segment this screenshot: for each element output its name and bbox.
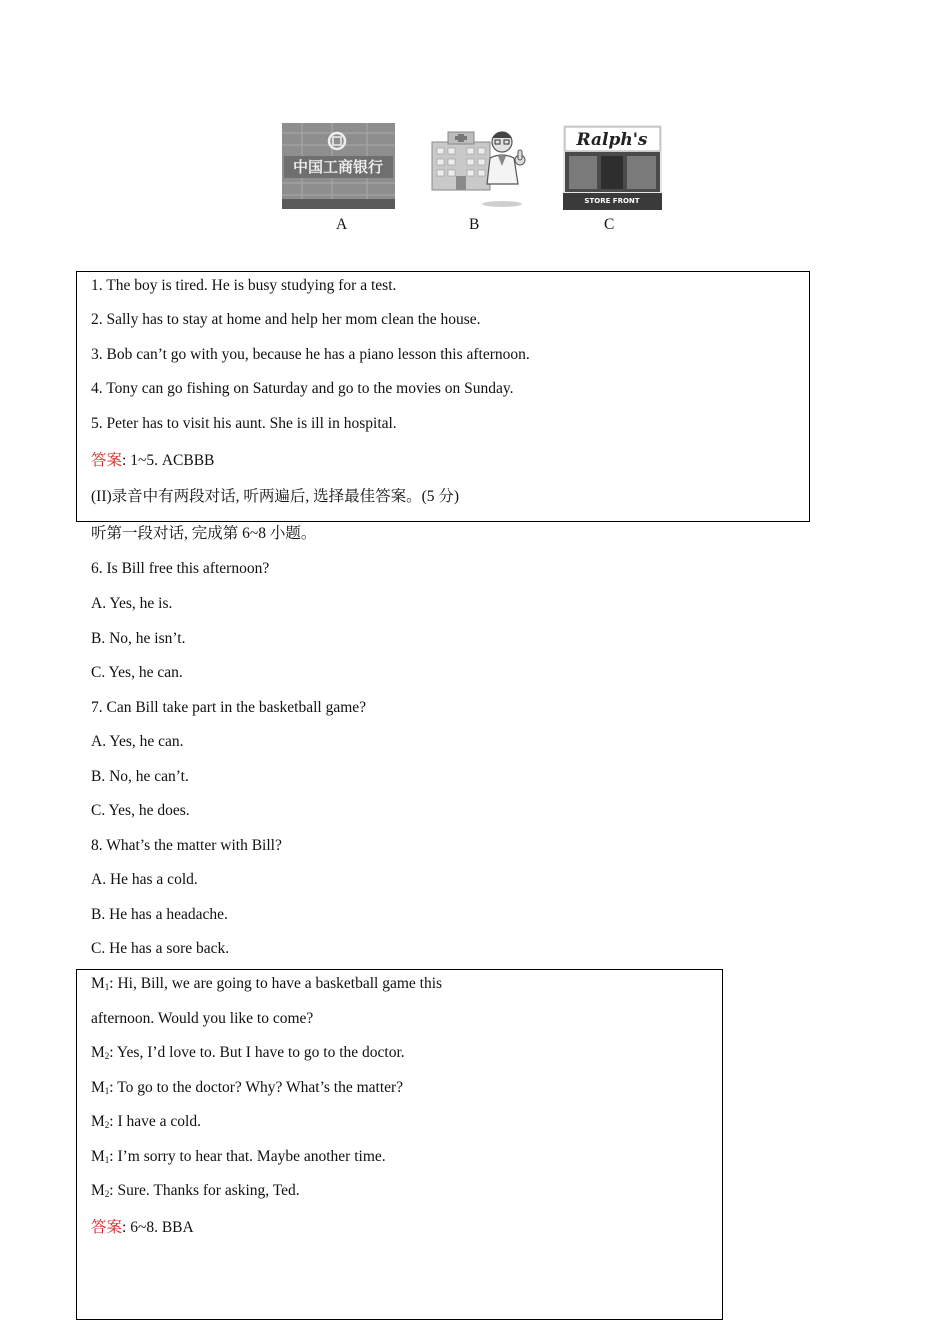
answer-text: : 6~8. BBA — [122, 1219, 194, 1236]
transcript-line-3: 3. Bob can’t go with you, because he has a piano lesson this afternoon. — [91, 346, 530, 363]
dialogue-line-5: $M_2$: I have a cold. — [91, 1113, 201, 1130]
dialogue-line-7: $M_2$: Sure. Thanks for asking, Ted. — [91, 1182, 300, 1199]
bank-building-icon — [282, 123, 395, 209]
dialogue-line-3: $M_2$: Yes, I’d love to. But I have to go to the doctor. — [91, 1044, 405, 1061]
picture-c-storefront — [563, 125, 662, 210]
instruction: 听第一段对话, 完成第 6~8 小题。 — [91, 525, 317, 542]
answer-label: 答案 — [91, 1219, 123, 1236]
question-7-option-b: B. No, he can’t. — [91, 768, 189, 785]
transcript-line-4: 4. Tony can go fishing on Saturday and go to the movies on Sunday. — [91, 380, 514, 397]
store-sign-text: Ralph's — [576, 130, 648, 150]
answer-text: : 1~5. ACBBB — [122, 452, 215, 469]
question-8-option-a: A. He has a cold. — [91, 871, 198, 888]
picture-a-label: A — [336, 216, 348, 233]
transcript-line-5: 5. Peter has to visit his aunt. She is ill in hospital. — [91, 415, 397, 432]
answer-1-5 — [91, 451, 214, 471]
picture-c-label: C — [604, 216, 615, 233]
dialogue-line-1: $M_1$: Hi, Bill, we are going to have a basketball game this — [91, 975, 443, 992]
picture-a-bank — [282, 123, 395, 209]
question-7-option-a: A. Yes, he can. — [91, 733, 184, 750]
question-6-option-c: C. Yes, he can. — [91, 664, 183, 681]
dialogue-line-4: $M_1$: To go to the doctor? Why? What’s the matter? — [91, 1079, 404, 1096]
dialogue-line-2: afternoon. Would you like to come? — [91, 1010, 314, 1027]
question-8: 8. What’s the matter with Bill? — [91, 837, 282, 854]
store-front-icon — [563, 125, 662, 210]
hospital-doctor-icon — [430, 124, 528, 210]
question-6-option-a: A. Yes, he is. — [91, 595, 173, 612]
picture-b-label: B — [469, 216, 480, 233]
dialogue-line-6: $M_1$: I’m sorry to hear that. Maybe another time. — [91, 1148, 386, 1165]
question-6: 6. Is Bill free this afternoon? — [91, 560, 270, 577]
picture-b-hospital — [430, 124, 528, 210]
transcript-line-1: 1. The boy is tired. He is busy studying for a test. — [91, 277, 397, 294]
question-6-option-b: B. No, he isn’t. — [91, 630, 186, 647]
question-8-option-b: B. He has a headache. — [91, 906, 228, 923]
question-7: 7. Can Bill take part in the basketball game? — [91, 699, 367, 716]
question-8-option-c: C. He has a sore back. — [91, 940, 230, 957]
answer-6-8 — [91, 1218, 194, 1238]
transcript-line-2: 2. Sally has to stay at home and help her mom clean the house. — [91, 311, 481, 328]
section-heading: (II)录音中有两段对话, 听两遍后, 选择最佳答案。(5 分) — [91, 488, 460, 505]
store-caption-text: STORE FRONT — [584, 197, 640, 205]
question-7-option-c: C. Yes, he does. — [91, 802, 190, 819]
answer-label: 答案 — [91, 452, 123, 469]
bank-sign-text: 中国工商银行 — [292, 158, 384, 176]
